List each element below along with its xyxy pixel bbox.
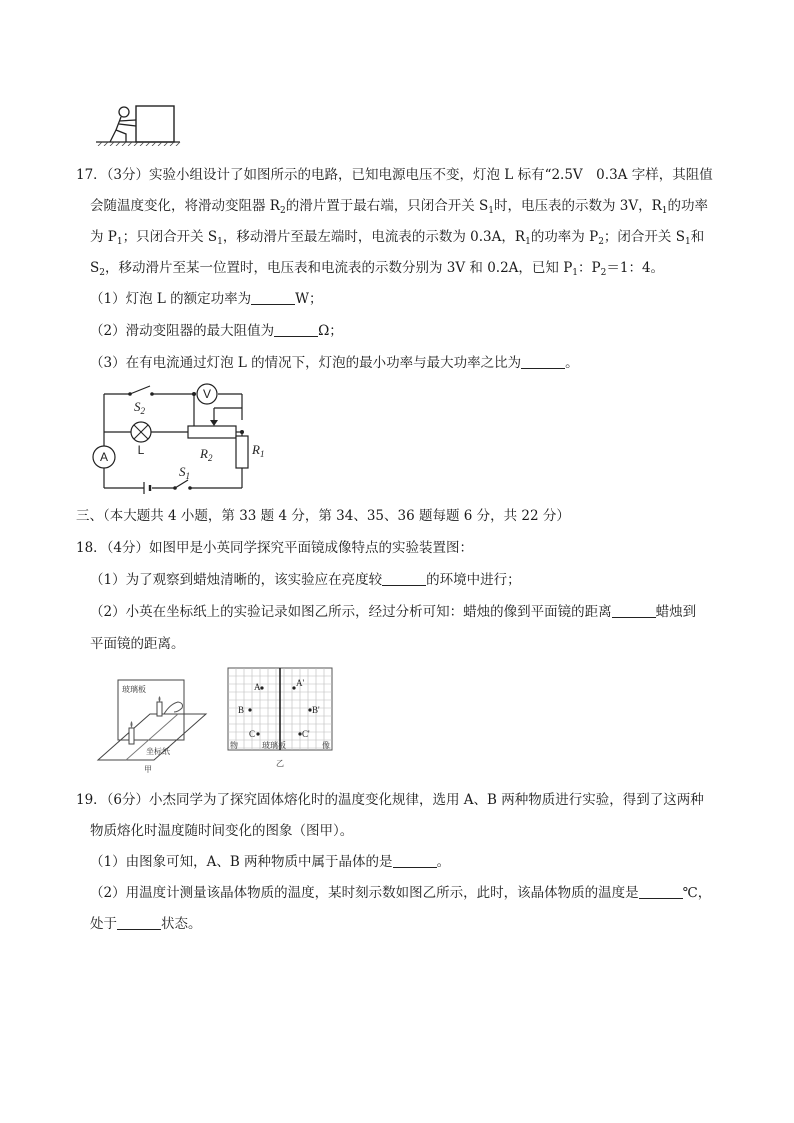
q17-line-2: 会随温度变化，将滑动变阻器 $R_2$的滑片置于最右端，只闭合开关 $S_1$时，电压表的示数为 3V，$R_1$的功率 — [90, 198, 709, 216]
voltmeter-label: V — [202, 387, 212, 401]
q17-part-1: （1）灯泡 L 的额定功率为 W； — [90, 291, 323, 307]
q17-line-4: $S_2$，移动滑片至某一位置时，电压表和电流表的示数分别为 3V 和 0.2A，已知 $P_1$：$P_2=1$：4。 — [90, 260, 665, 278]
image-side-label: 像 — [322, 741, 330, 750]
grid-record-figure — [226, 666, 338, 772]
point-b-image-label: B' — [312, 705, 320, 715]
q18-part-1: （1）为了观察到蜡烛清晰的，该实验应在亮度较 的环境中进行； — [90, 572, 521, 588]
q18-line-3: 平面镜的距离。 — [90, 636, 185, 652]
q18-line-1: 18．（4分）如图甲是小英同学探究平面镜成像特点的实验装置图： — [76, 540, 474, 556]
coordinate-paper-label: 坐标纸 — [146, 747, 170, 756]
r2-label: $R_2$ — [200, 446, 213, 463]
pushing-box-figure — [92, 100, 182, 146]
q18-part-2: （2）小英在坐标纸上的实验记录如图乙所示，经过分析可知：蜡烛的像到平面镜的距离 蜡烛到 — [90, 604, 697, 620]
q17-part-3: （3）在有电流通过灯泡 L 的情况下，灯泡的最小功率与最大功率之比为 。 — [90, 355, 579, 371]
lamp-label: L — [137, 443, 145, 457]
q17-line-1: 17．（3分）实验小组设计了如图所示的电路，已知电源电压不变，灯泡 L 标有“2.5V 0.3A 字样，其阻值 — [76, 167, 713, 183]
q19-line-2: 物质熔化时温度随时间变化的图象（图甲）。 — [90, 823, 354, 839]
point-a-label: A — [254, 682, 261, 692]
q19-part-2: （2）用温度计测量该晶体物质的温度，某时刻示数如图乙所示，此时，该晶体物质的温度是 ℃， — [90, 885, 712, 901]
mirror-setup-figure — [96, 668, 208, 774]
glass-plate-label: 玻璃板 — [122, 685, 146, 694]
section-3-heading: 三、（本大题共 4 小题，第 33 题 4 分，第 34、35、36 题每题 6 分，共 22 分） — [76, 508, 570, 524]
s1-label: $S_1$ — [179, 464, 190, 481]
ammeter-label: A — [99, 450, 109, 464]
q19-part-1: （1）由图象可知，A、B 两种物质中属于晶体的是 。 — [90, 854, 451, 870]
answer-blank[interactable] — [612, 604, 656, 618]
answer-blank[interactable] — [251, 291, 295, 305]
figure-a-caption: 甲 — [144, 765, 152, 774]
answer-blank[interactable] — [521, 355, 565, 369]
glass-plate-label-b: 玻璃板 — [262, 741, 286, 750]
q17-part-2: （2）滑动变阻器的最大阻值为 Ω； — [90, 323, 343, 339]
q19-line-1: 19．（6分）小杰同学为了探究固体熔化时的温度变化规律，选用 A、B 两种物质进行实验，得到了这两种 — [76, 792, 704, 808]
point-a-image-label: A' — [296, 678, 305, 688]
s2-label: $S_2$ — [134, 399, 145, 416]
q17-line-3: 为 $P_1$；只闭合开关 $S_1$，移动滑片至最左端时，电流表的示数为 0.3A，$R_1$的功率为 $P_2$；闭合开关 $S_1$和 — [90, 229, 705, 247]
figure-b-caption: 乙 — [276, 759, 284, 768]
answer-blank[interactable] — [117, 916, 161, 930]
circuit-diagram — [90, 378, 290, 498]
point-c-image-label: C' — [302, 729, 310, 739]
answer-blank[interactable] — [393, 854, 437, 868]
object-side-label: 物 — [230, 741, 238, 750]
point-b-label: B — [238, 705, 245, 715]
q19-line-5: 处于 状态。 — [90, 916, 202, 932]
answer-blank[interactable] — [639, 885, 683, 899]
answer-blank[interactable] — [382, 572, 426, 586]
point-c-label: C — [249, 729, 256, 739]
r1-label: $R_1$ — [252, 442, 265, 459]
answer-blank[interactable] — [274, 323, 318, 337]
